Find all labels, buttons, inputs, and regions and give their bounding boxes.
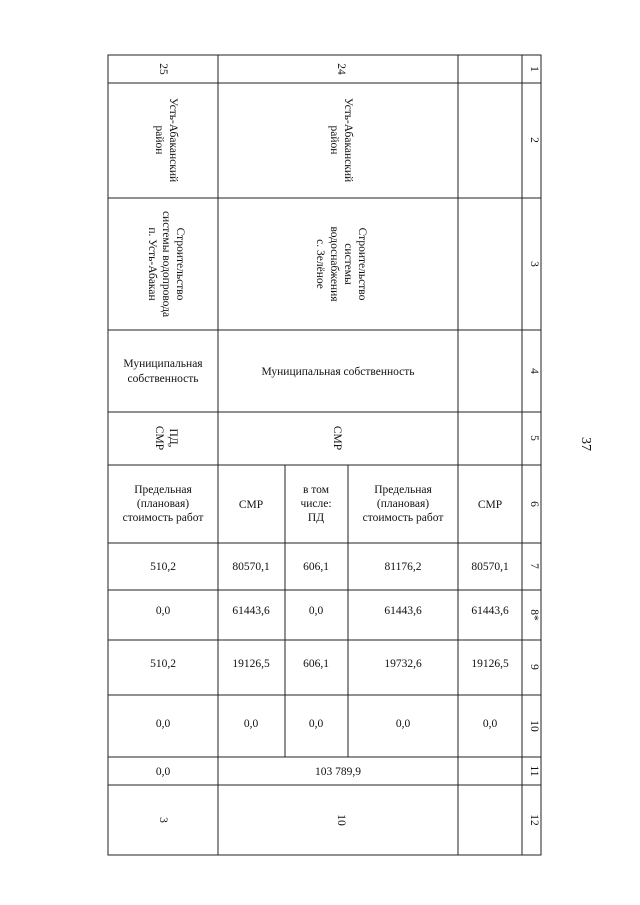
value-9: 19126,5 [232,658,270,670]
colnum-8: 8* [528,609,540,621]
colnum-9: 9 [528,664,540,670]
value-10: 0,0 [482,718,498,730]
value-7: 80570,1 [232,561,270,573]
object-line: Строительство [174,227,186,301]
ownership: Муниципальная собственность [261,366,415,378]
value-11: 0,0 [155,766,171,778]
row-number: 25 [157,63,169,75]
value-8: 0,0 [308,605,324,617]
colnum-7: 7 [528,563,540,569]
value-8: 61443,6 [384,605,422,617]
colnum-12: 12 [528,814,540,826]
value-8: 61443,6 [471,605,509,617]
page-number: 37 [578,437,593,451]
value-11: 103 789,9 [315,766,361,778]
value-12: 10 [335,814,347,826]
row-24 [232,63,509,826]
work-type-line: СМР [153,425,165,451]
value-10: 0,0 [395,718,411,730]
cost-label: стоимость работ [122,512,204,524]
district-line: район [328,125,340,155]
object-line: Строительство [356,227,368,301]
object-line: системы [342,243,354,285]
cost-label: (плановая) [376,498,430,510]
cost-label: в том [303,484,329,496]
cost-label: Предельная [374,484,432,496]
value-7: 606,1 [303,561,329,573]
value-10: 0,0 [243,718,259,730]
colnum-10: 10 [528,720,540,732]
object-line: водоснабжения [328,226,340,302]
value-8: 0,0 [155,605,171,617]
work-type-line: ПД, [167,428,179,448]
colnum-11: 11 [528,765,540,777]
cost-label: числе: [300,498,332,510]
value-8: 61443,6 [232,605,270,617]
object-line: п. Усть-Абакан [146,227,158,301]
value-7: 510,2 [150,561,176,573]
object-line: с. Зелёное [314,239,326,289]
colnum-3: 3 [528,261,540,267]
cost-label: СМР [238,499,264,511]
value-10: 0,0 [155,718,171,730]
object-line: системы водопровода [160,210,172,318]
value-7: 81176,2 [384,561,422,573]
row-25 [123,63,204,823]
row-number: 24 [335,63,347,75]
colnum-6: 6 [528,501,540,507]
value-12: 3 [157,817,169,823]
district-line: Усть-Абаканский [167,97,179,183]
colnum-1: 1 [528,66,540,72]
cost-label: ПД [307,512,325,524]
ownership-line: собственность [127,373,199,385]
cost-label: стоимость работ [362,512,444,524]
cost-label: СМР [477,499,503,511]
value-9: 510,2 [150,658,176,670]
colnum-4: 4 [528,368,540,374]
district-line: район [153,125,165,155]
value-9: 19732,6 [384,658,422,670]
work-type: СМР [331,425,343,451]
cost-label: (плановая) [136,498,190,510]
ownership-line: Муниципальная [123,358,203,370]
value-9: 606,1 [303,658,329,670]
value-7: 80570,1 [471,561,509,573]
column-numbers [528,66,540,826]
district-line: Усть-Абаканский [342,97,354,183]
colnum-2: 2 [528,137,540,143]
value-9: 19126,5 [471,658,509,670]
value-10: 0,0 [308,718,324,730]
colnum-5: 5 [528,435,540,441]
cost-label: Предельная [134,484,192,496]
